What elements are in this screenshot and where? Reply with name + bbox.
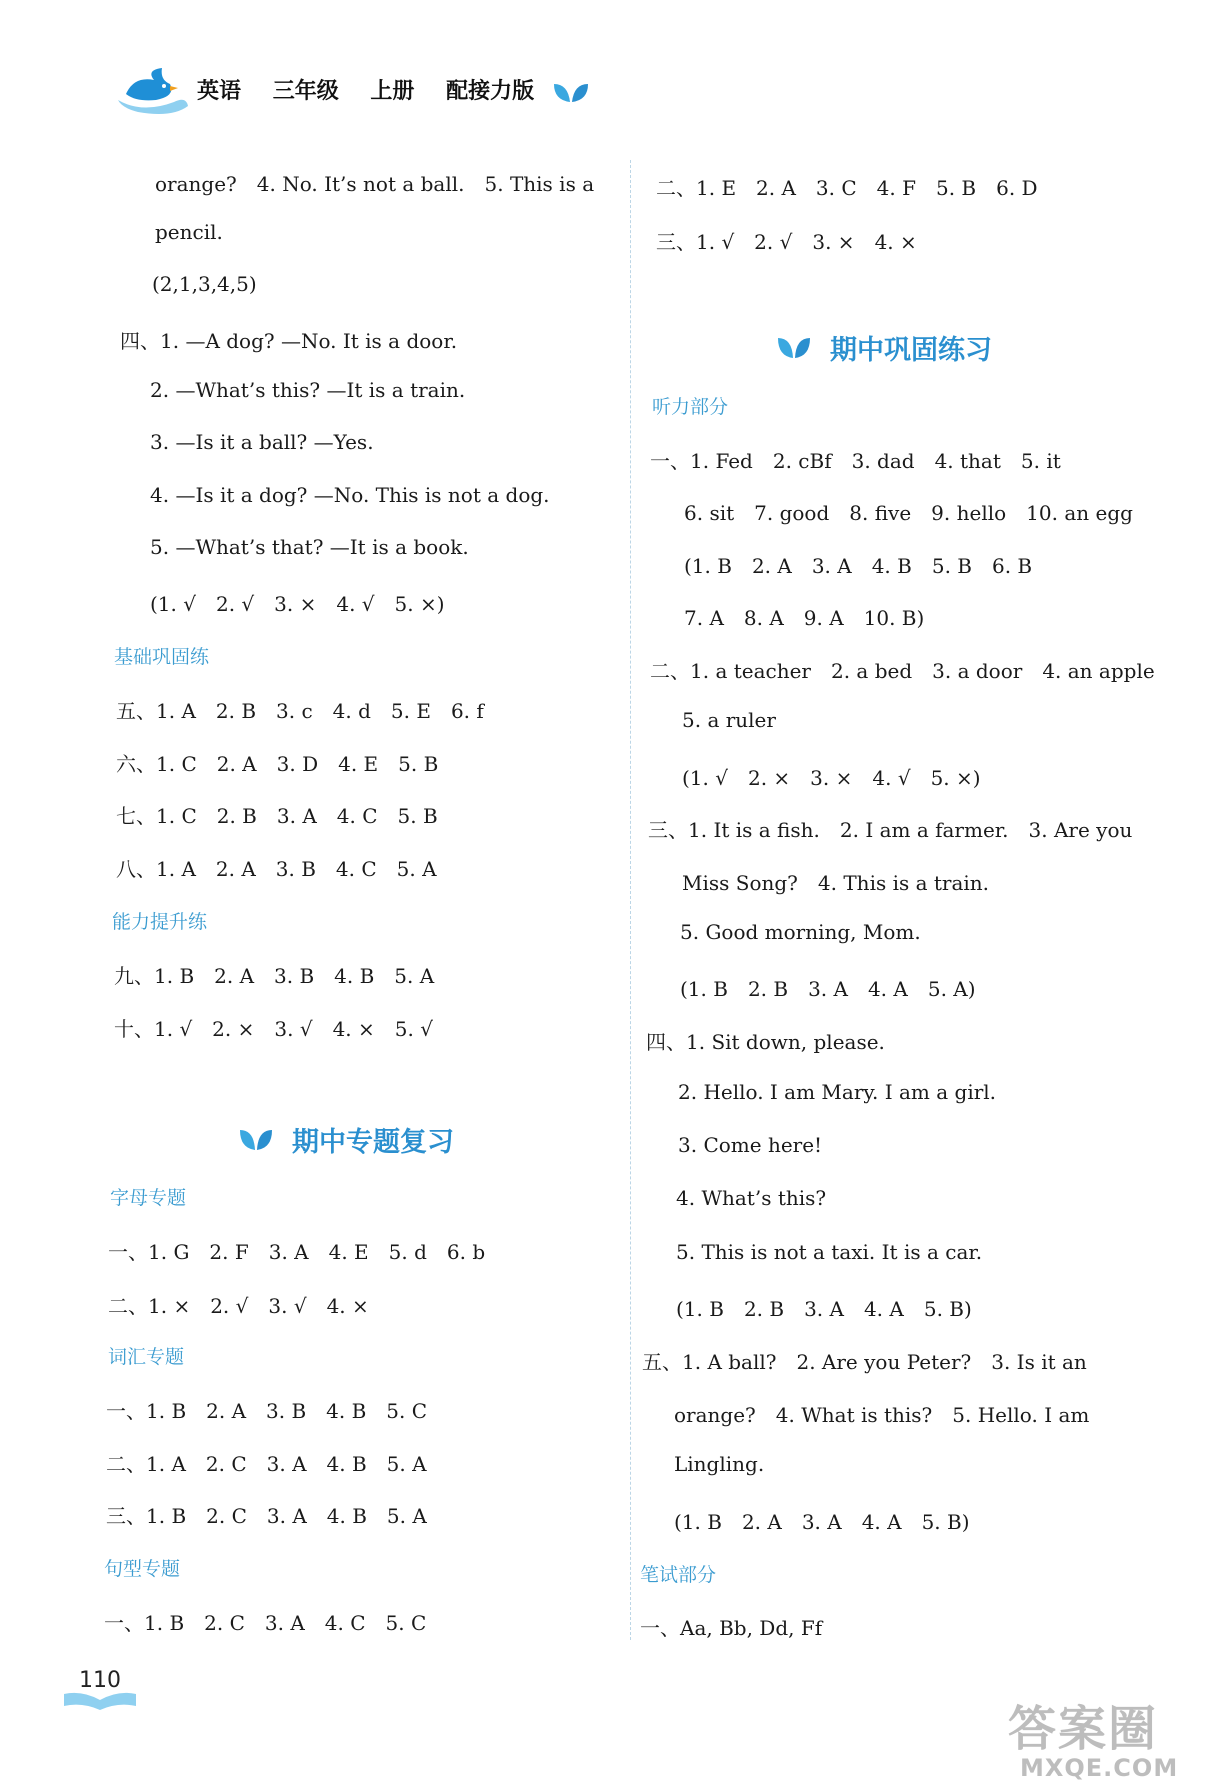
answer-line: 三、1. √ 2. √ 3. × 4. ×	[656, 230, 917, 254]
answer-line: 七、1. C 2. B 3. A 4. C 5. B	[116, 804, 438, 828]
answer-line: 四、1. —A dog? —No. It is a door.	[120, 329, 458, 353]
answer-line: 九、1. B 2. A 3. B 4. B 5. A	[114, 964, 435, 988]
page-number-badge	[62, 1664, 138, 1710]
subheading: 词汇专题	[108, 1346, 185, 1368]
answer-line: 2. Hello. I am Mary. I am a girl.	[678, 1080, 997, 1104]
watermark-text: 答案圈	[1008, 1701, 1159, 1757]
header-subject: 英语	[197, 79, 242, 104]
answer-line: 5. This is not a taxi. It is a car.	[676, 1240, 983, 1264]
answer-line: (2,1,3,4,5)	[152, 272, 257, 296]
answer-line: Lingling.	[674, 1452, 765, 1476]
answer-line: 二、1. E 2. A 3. C 4. F 5. B 6. D	[656, 176, 1038, 200]
subheading: 句型专题	[104, 1558, 181, 1580]
answer-line: 3. —Is it a ball? —Yes.	[150, 430, 374, 454]
answer-line: 一、1. G 2. F 3. A 4. E 5. d 6. b	[108, 1240, 486, 1264]
answer-line: 一、1. Fed 2. cBf 3. dad 4. that 5. it	[650, 449, 1061, 473]
answer-line: 4. What’s this?	[676, 1186, 827, 1210]
subheading: 能力提升练	[112, 911, 208, 933]
subheading: 字母专题	[110, 1187, 187, 1209]
answer-line: (1. √ 2. √ 3. × 4. √ 5. ×)	[150, 592, 445, 616]
section-leaf-icon	[238, 1124, 274, 1152]
answer-line: (1. √ 2. × 3. × 4. √ 5. ×)	[682, 766, 981, 790]
page-header	[112, 66, 712, 116]
answer-line: 5. Good morning, Mom.	[680, 920, 921, 944]
page-number: 110	[79, 1668, 121, 1693]
section-title: 期中专题复习	[292, 1127, 454, 1158]
answer-line: 2. —What’s this? —It is a train.	[150, 378, 466, 402]
answer-line: 一、1. B 2. C 3. A 4. C 5. C	[104, 1611, 427, 1635]
answer-line: 五、1. A 2. B 3. c 4. d 5. E 6. f	[116, 699, 484, 723]
answer-line: 四、1. Sit down, please.	[646, 1030, 885, 1054]
section-title: 期中巩固练习	[830, 335, 992, 366]
answer-line: 5. a ruler	[682, 708, 776, 732]
answer-line: 4. —Is it a dog? —No. This is not a dog.	[150, 483, 550, 507]
watermark	[1000, 1690, 1200, 1790]
answer-line: 十、1. √ 2. × 3. √ 4. × 5. √	[114, 1017, 433, 1041]
answer-line: orange? 4. No. It’s not a ball. 5. This is a	[155, 172, 595, 196]
answer-line: 二、1. A 2. C 3. A 4. B 5. A	[106, 1452, 427, 1476]
answer-line: 一、1. B 2. A 3. B 4. B 5. C	[106, 1399, 428, 1423]
answer-line: 二、1. a teacher 2. a bed 3. a door 4. an apple	[650, 659, 1155, 683]
answer-line: 二、1. × 2. √ 3. √ 4. ×	[108, 1294, 369, 1318]
answer-line: Miss Song? 4. This is a train.	[682, 871, 990, 895]
answer-line: 三、1. B 2. C 3. A 4. B 5. A	[106, 1504, 427, 1528]
leaf-icon	[552, 80, 590, 104]
column-divider	[630, 160, 631, 1640]
answer-line: (1. B 2. B 3. A 4. A 5. A)	[680, 977, 976, 1001]
answer-line: 六、1. C 2. A 3. D 4. E 5. B	[116, 752, 439, 776]
answer-line: 5. —What’s that? —It is a book.	[150, 535, 469, 559]
subheading: 基础巩固练	[114, 646, 210, 668]
answer-line: 八、1. A 2. A 3. B 4. C 5. A	[116, 857, 437, 881]
open-book-icon	[62, 1692, 138, 1710]
header-edition: 配接力版	[446, 79, 535, 104]
subheading: 笔试部分	[640, 1564, 717, 1586]
header-volume: 上册	[370, 79, 415, 104]
subheading: 听力部分	[652, 396, 729, 418]
answer-line: 7. A 8. A 9. A 10. B)	[684, 606, 925, 630]
bird-logo-icon	[112, 66, 192, 116]
answer-line: (1. B 2. B 3. A 4. A 5. B)	[676, 1297, 972, 1321]
answer-line: 三、1. It is a fish. 2. I am a farmer. 3. Are you	[648, 818, 1133, 842]
answer-line: orange? 4. What is this? 5. Hello. I am	[674, 1403, 1090, 1427]
answer-line: (1. B 2. A 3. A 4. B 5. B 6. B	[684, 554, 1033, 578]
watermark-url: MXQE.COM	[1020, 1754, 1179, 1782]
header-grade: 三年级	[272, 79, 339, 104]
answer-line: 一、Aa, Bb, Dd, Ff	[640, 1616, 823, 1640]
section-leaf-icon	[776, 332, 812, 360]
answer-line: 3. Come here!	[678, 1133, 823, 1157]
header-title	[197, 74, 558, 105]
answer-line: 6. sit 7. good 8. five 9. hello 10. an egg	[684, 501, 1133, 525]
answer-line: 五、1. A ball? 2. Are you Peter? 3. Is it an	[642, 1350, 1087, 1374]
answer-line: pencil.	[155, 220, 223, 244]
answer-line: (1. B 2. A 3. A 4. A 5. B)	[674, 1510, 970, 1534]
